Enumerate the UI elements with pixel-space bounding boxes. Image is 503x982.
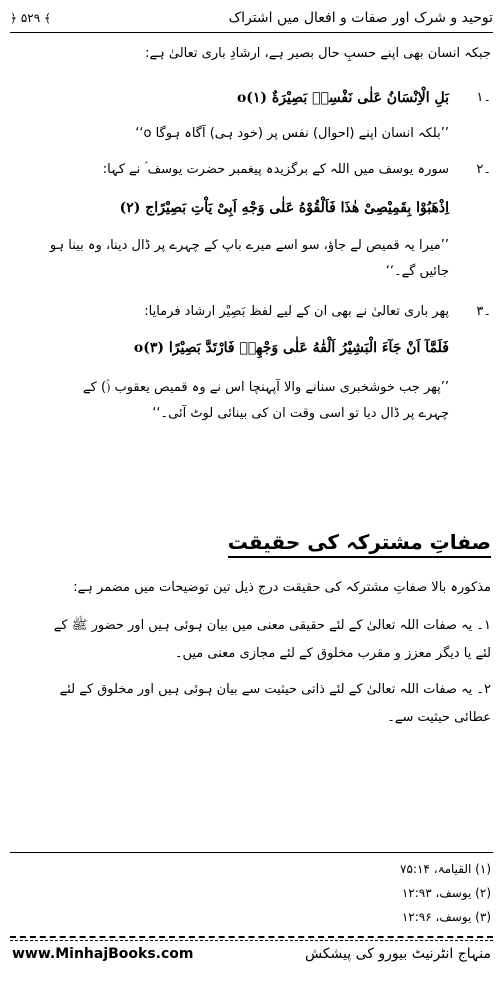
- paragraph-text: مذکورہ بالا صفاتِ مشترکہ کی حقیقت درج ذیل تین توضیحات میں مضمر ہے:: [73, 580, 491, 595]
- footnote-rule: [10, 852, 493, 853]
- section-heading: صفاتِ مشترکہ کی حقیقت: [228, 530, 491, 558]
- point-text: عطائی حیثیت سے۔: [387, 710, 491, 725]
- page-header: [10, 6, 493, 30]
- publisher-text: منہاج انٹرنیٹ بیورو کی پیشکش: [304, 946, 491, 962]
- ayah-text: اِذْهَبُوْا بِقَمِیْصِیْ هٰذَا فَاَلْقُوْهُ عَلٰی وَجْهِ اَبِیْ یَاْتِ بَصِیْرًاج (۲): [119, 200, 449, 216]
- item-number: ۳۔: [476, 304, 491, 319]
- ayah-text: بَلِ الْاِنْسَانُ عَلٰی نَفْسِهٖ بَصِیْرَةٌ o(۱): [236, 90, 449, 106]
- translation-text: ’’بلکہ انسان اپنے (احوال) نفس پر (خود ہی) آگاہ ہوگا o‘‘: [135, 126, 449, 141]
- website-link[interactable]: www.MinhajBooks.com: [12, 946, 194, 962]
- translation-text: ’’میرا یہ قمیص لے جاؤ، سو اسے میرے باپ کے چہرے پر ڈال دینا، وہ بینا ہو: [49, 238, 449, 253]
- item-number: ۱۔: [476, 90, 491, 105]
- intro-text: جبکہ انسان بھی اپنے حسبِ حال بصیر ہے، ارشادِ باری تعالیٰ ہے:: [145, 46, 491, 61]
- point-text: ۱۔ یہ صفات اللہ تعالیٰ کے لئے حقیقی معنی میں بیان ہوئی ہیں اور حضور ﷺ کے: [53, 618, 491, 633]
- translation-text: ’’پھر جب خوشخبری سنانے والا آپہنچا اس نے وہ قمیص یعقوب (ؑ) کے: [83, 380, 449, 395]
- ayah-text: فَلَمَّآ اَنْ جَآءَ الْبَشِیْرُ اَلْقٰهُ عَلٰی وَجْهِهٖ فَارْتَدَّ بَصِیْرًا o(۳): [133, 340, 449, 356]
- item-text: سورہ یوسف میں اللہ کے برگزیدہ پیغمبر حضرت یوسف ؑ نے کہا:: [102, 162, 449, 177]
- footnote: (۲) یوسف، ۱۲:۹۳: [401, 886, 491, 900]
- page-number: ﴿ ۵۲۹ ﴾: [10, 11, 52, 25]
- point-text: ۲۔ یہ صفات اللہ تعالیٰ کے لئے ذاتی حیثیت سے بیان ہوئی ہیں اور مخلوق کے لئے: [59, 682, 491, 697]
- header-rule: [10, 32, 493, 33]
- running-title: توحید و شرک اور صفات و افعال میں اشتراک: [228, 10, 493, 26]
- translation-text: چہرے پر ڈال دیا تو اسی وقت ان کی بینائی لوٹ آئی۔‘‘: [152, 406, 449, 421]
- item-number: ۲۔: [476, 162, 491, 177]
- footer-rule: [10, 940, 493, 941]
- point-text: لئے یا دیگر معزز و مقرب مخلوق کے لئے مجازی معنی میں۔: [174, 646, 491, 661]
- translation-text: جائیں گے۔‘‘: [385, 264, 449, 279]
- footnote: (۱) القیامۃ، ۷۵:۱۴: [400, 862, 491, 876]
- footer-rule: [10, 936, 493, 938]
- page-footer: [12, 946, 491, 962]
- footnote: (۳) یوسف، ۱۲:۹۶: [401, 910, 491, 924]
- item-text: پھر باری تعالیٰ نے بھی ان کے لیے لفظ بَصِیْر ارشاد فرمایا:: [144, 304, 449, 319]
